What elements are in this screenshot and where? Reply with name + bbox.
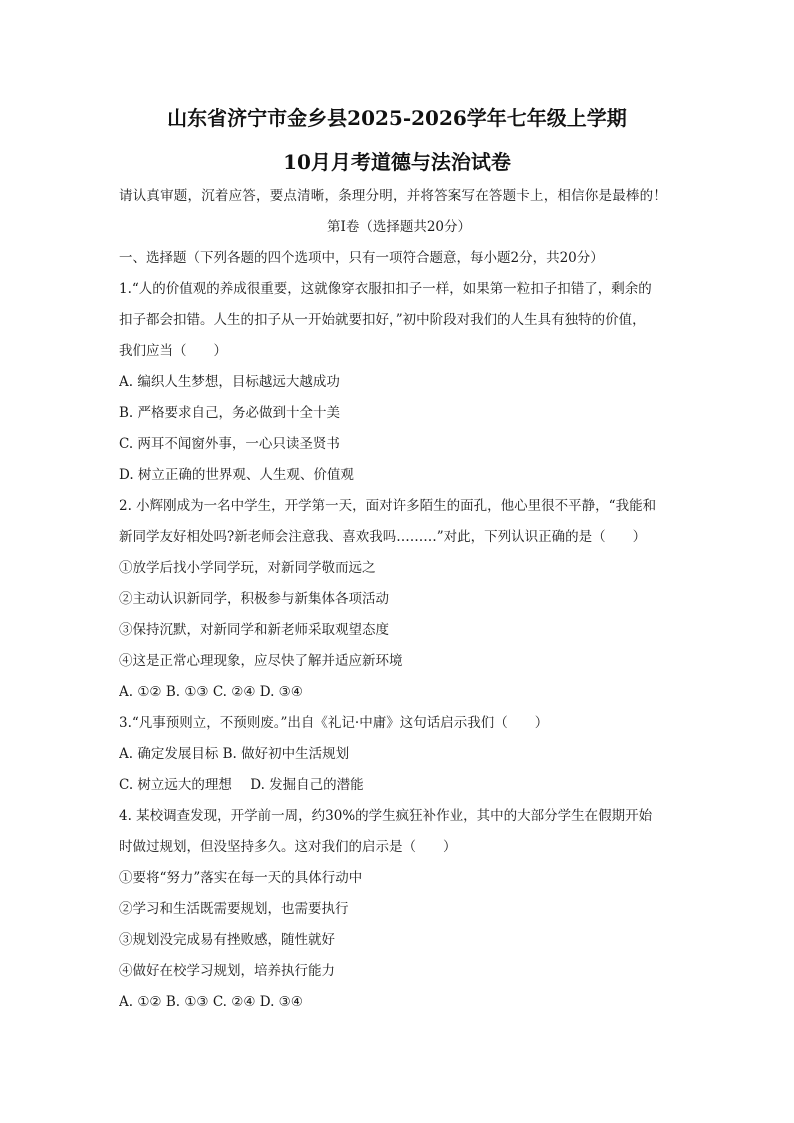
statement-4: ④这是正常心理现象，应尽快了解并适应新环境	[119, 653, 403, 669]
options-line: A. ①② B. ①③ C. ②④ D. ③④	[119, 684, 303, 700]
exam-title-line2: 10月月考道德与法治试卷	[283, 150, 511, 174]
statement-4: ④做好在校学习规划，培养执行能力	[119, 963, 335, 979]
exam-body	[119, 181, 679, 1018]
question-stem-line: 2. 小辉刚成为一名中学生，开学第一天，面对许多陌生的面孔，他心里很不平静，“我能和	[119, 498, 657, 514]
question-3	[119, 708, 679, 801]
option-b: B. 严格要求自己，务必做到十全十美	[119, 405, 341, 421]
options-row	[119, 739, 679, 770]
statement-3: ③保持沉默，对新同学和新老师采取观望态度	[119, 622, 389, 638]
options-row	[119, 770, 679, 801]
part1-heading: 第Ⅰ卷（选择题共20分）	[326, 219, 471, 235]
question-stem-line: 3.“凡事预则立，不预则废。”出自《礼记·中庸》这句话启示我们（ ）	[119, 715, 549, 731]
exam-instructions: 请认真审题，沉着应答，要点清晰，条理分明，并将答案写在答题卡上，相信你是最棒的！	[119, 188, 667, 204]
question-stem-line: 新同学友好相处吗?新老师会注意我、喜欢我吗………”对此，下列认识正确的是（ ）	[119, 529, 647, 545]
statement-3: ③规划没完成易有挫败感，随性就好	[119, 932, 335, 948]
option-c: C. 两耳不闻窗外事，一心只读圣贤书	[119, 436, 340, 452]
section1-heading: 一、选择题（下列各题的四个选项中，只有一项符合题意，每小题2分，共20分）	[119, 250, 604, 266]
question-4	[119, 801, 679, 1018]
question-stem-line: 1.“人的价值观的养成很重要，这就像穿衣服扣扣子一样，如果第一粒扣子扣错了，剩余的	[119, 281, 652, 297]
option-b: B. 做好初中生活规划	[222, 746, 350, 762]
option-c: C. 树立远大的理想	[119, 777, 232, 793]
option-a: A. 编织人生梦想，目标越远大越成功	[119, 374, 340, 390]
option-d: D. 树立正确的世界观、人生观、价值观	[119, 467, 354, 483]
option-d: D. 发掘自己的潜能	[250, 777, 364, 793]
exam-title-line1: 山东省济宁市金乡县2025-2026学年七年级上学期	[167, 106, 627, 130]
statement-2: ②学习和生活既需要规划，也需要执行	[119, 901, 349, 917]
question-2	[119, 491, 679, 708]
statement-1: ①要将“努力”落实在每一天的具体行动中	[119, 870, 363, 886]
statement-1: ①放学后找小学同学玩，对新同学敬而远之	[119, 560, 376, 576]
question-stem-line: 扣子都会扣错。人生的扣子从一开始就要扣好，”初中阶段对我们的人生具有独特的价值，	[119, 312, 646, 328]
options-line: A. ①② B. ①③ C. ②④ D. ③④	[119, 994, 303, 1010]
question-1	[119, 274, 679, 491]
option-a: A. 确定发展目标	[119, 746, 219, 762]
statement-2: ②主动认识新同学，积极参与新集体各项活动	[119, 591, 389, 607]
question-stem-line: 4. 某校调查发现，开学前一周，约30%的学生疯狂补作业，其中的大部分学生在假期开始	[119, 808, 653, 824]
question-stem-line: 我们应当（ ）	[119, 343, 227, 359]
question-stem-line: 时做过规划，但没坚持多久。这对我们的启示是（ ）	[119, 839, 457, 855]
